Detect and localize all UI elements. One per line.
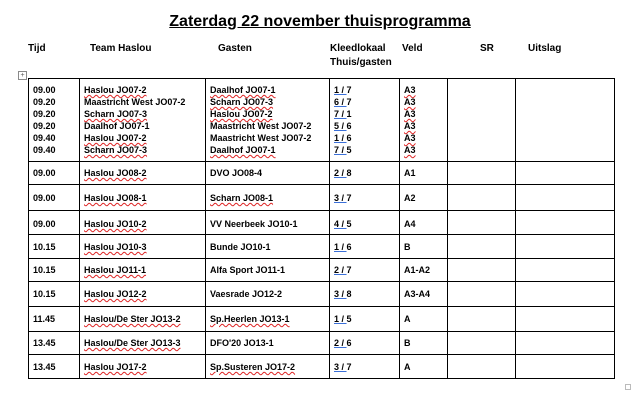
cell-team xyxy=(80,307,206,332)
kleedlokaal-thuis xyxy=(334,362,347,372)
kleedlokaal-value xyxy=(334,96,399,108)
cell-gasten xyxy=(206,235,330,259)
cell-gasten xyxy=(206,79,330,162)
table-move-handle-icon[interactable]: + xyxy=(18,71,27,80)
gasten-value xyxy=(210,108,329,120)
kleedlokaal-thuis-number: 2 xyxy=(334,338,340,348)
gasten-value xyxy=(210,241,329,253)
kleedlokaal-thuis-number: 2 xyxy=(334,168,340,178)
team-value-text: Haslou JO17-2 xyxy=(84,362,147,372)
cell-veld xyxy=(400,282,448,307)
cell-kleedlokaal xyxy=(330,355,400,379)
cell-team xyxy=(80,185,206,211)
gasten-value xyxy=(210,218,329,230)
table-row xyxy=(29,235,615,259)
kleedlokaal-thuis-number: 1 xyxy=(334,242,340,252)
veld-value-text: A1-A2 xyxy=(404,265,431,275)
gasten-value-text: Vaesrade JO12-2 xyxy=(210,289,283,299)
kleedlokaal-separator: / xyxy=(339,289,347,299)
veld-value xyxy=(404,288,447,300)
team-value-text: Daalhof JO07-1 xyxy=(84,121,150,131)
gasten-value-text: Scharn JO07-3 xyxy=(210,97,274,107)
kleedlokaal-value xyxy=(334,361,399,373)
tijd-value-text: 09.00 xyxy=(33,193,56,203)
kleedlokaal-separator: / xyxy=(339,193,347,203)
gasten-value-text: DVO JO08-4 xyxy=(210,168,263,178)
veld-value xyxy=(404,120,447,132)
kleedlokaal-separator: / xyxy=(339,145,347,155)
tijd-value xyxy=(33,241,79,253)
veld-value-text: A1 xyxy=(404,168,416,178)
cell-gasten xyxy=(206,259,330,282)
veld-value-text: A3 xyxy=(404,97,416,107)
header-kleedlokaal-sub: Thuis/gasten xyxy=(330,57,392,68)
kleedlokaal-value xyxy=(334,108,399,120)
cell-sr xyxy=(448,211,516,235)
tijd-value-text: 10.15 xyxy=(33,289,56,299)
table-row xyxy=(29,211,615,235)
tijd-value-text: 09.00 xyxy=(33,85,56,95)
veld-value-text: A3 xyxy=(404,121,416,131)
gasten-value-text: Maastricht West JO07-2 xyxy=(210,133,312,143)
kleedlokaal-thuis-number: 7 xyxy=(334,109,340,119)
veld-value xyxy=(404,144,447,156)
header-kleedlokaal xyxy=(330,42,392,70)
team-value xyxy=(84,288,205,300)
veld-value xyxy=(404,218,447,230)
cell-sr xyxy=(448,79,516,162)
gasten-value-text: VV Neerbeek JO10-1 xyxy=(210,219,298,229)
header-tijd: Tijd xyxy=(28,43,46,54)
cell-uitslag xyxy=(516,259,615,282)
kleedlokaal-separator: / xyxy=(339,121,347,131)
kleedlokaal-thuis xyxy=(334,85,347,95)
kleedlokaal-thuis xyxy=(334,242,347,252)
cell-gasten xyxy=(206,162,330,185)
gasten-value xyxy=(210,84,329,96)
tijd-value xyxy=(33,144,79,156)
cell-gasten xyxy=(206,211,330,235)
table-row xyxy=(29,307,615,332)
kleedlokaal-value xyxy=(334,218,399,230)
cell-veld xyxy=(400,235,448,259)
tijd-value xyxy=(33,288,79,300)
team-value xyxy=(84,96,205,108)
tijd-value xyxy=(33,120,79,132)
kleedlokaal-thuis-number: 4 xyxy=(334,219,340,229)
team-value xyxy=(84,313,205,325)
cell-uitslag xyxy=(516,185,615,211)
table-row xyxy=(29,332,615,355)
kleedlokaal-value xyxy=(334,264,399,276)
kleedlokaal-value xyxy=(334,192,399,204)
veld-value xyxy=(404,84,447,96)
cell-gasten xyxy=(206,332,330,355)
veld-value-text: B xyxy=(404,338,411,348)
tijd-value xyxy=(33,218,79,230)
kleedlokaal-gast-number: 6 xyxy=(346,121,352,131)
cell-veld xyxy=(400,211,448,235)
tijd-value xyxy=(33,361,79,373)
team-value-text: Haslou JO10-2 xyxy=(84,219,147,229)
kleedlokaal-value xyxy=(334,313,399,325)
kleedlokaal-thuis-number: 3 xyxy=(334,362,340,372)
table-resize-handle[interactable] xyxy=(625,384,631,390)
veld-value xyxy=(404,167,447,179)
kleedlokaal-gast-number: 7 xyxy=(346,362,352,372)
cell-tijd xyxy=(29,282,80,307)
kleedlokaal-value xyxy=(334,337,399,349)
team-value-text: Scharn JO07-3 xyxy=(84,109,148,119)
cell-uitslag xyxy=(516,211,615,235)
kleedlokaal-thuis-number: 2 xyxy=(334,265,340,275)
table-row xyxy=(29,355,615,379)
schedule-table xyxy=(28,78,615,379)
tijd-value xyxy=(33,167,79,179)
team-value xyxy=(84,337,205,349)
gasten-value-text: Daalhof JO07-1 xyxy=(210,85,276,95)
gasten-value xyxy=(210,288,329,300)
team-value xyxy=(84,264,205,276)
team-value xyxy=(84,144,205,156)
cell-uitslag xyxy=(516,162,615,185)
kleedlokaal-separator: / xyxy=(339,109,347,119)
cell-uitslag xyxy=(516,282,615,307)
kleedlokaal-thuis xyxy=(334,145,347,155)
veld-value xyxy=(404,241,447,253)
team-value xyxy=(84,108,205,120)
kleedlokaal-thuis-number: 1 xyxy=(334,85,340,95)
kleedlokaal-separator: / xyxy=(339,242,347,252)
kleedlokaal-separator: / xyxy=(339,265,347,275)
cell-team xyxy=(80,235,206,259)
veld-value-text: A xyxy=(404,314,411,324)
cell-veld xyxy=(400,355,448,379)
tijd-value xyxy=(33,337,79,349)
cell-tijd xyxy=(29,185,80,211)
team-value-text: Haslou JO08-1 xyxy=(84,193,147,203)
gasten-value-text: Sp.Heerlen JO13-1 xyxy=(210,314,290,324)
cell-team xyxy=(80,332,206,355)
kleedlokaal-thuis xyxy=(334,168,347,178)
kleedlokaal-gast-number: 8 xyxy=(346,168,352,178)
kleedlokaal-separator: / xyxy=(339,314,347,324)
veld-value-text: B xyxy=(404,242,411,252)
cell-veld xyxy=(400,185,448,211)
team-value-text: Haslou JO12-2 xyxy=(84,289,147,299)
team-value xyxy=(84,167,205,179)
kleedlokaal-separator: / xyxy=(339,168,347,178)
cell-uitslag xyxy=(516,79,615,162)
kleedlokaal-gast-number: 7 xyxy=(346,97,352,107)
team-value xyxy=(84,192,205,204)
cell-tijd xyxy=(29,211,80,235)
kleedlokaal-separator: / xyxy=(339,219,347,229)
kleedlokaal-thuis-number: 3 xyxy=(334,193,340,203)
cell-sr xyxy=(448,235,516,259)
gasten-value xyxy=(210,313,329,325)
cell-sr xyxy=(448,307,516,332)
gasten-value xyxy=(210,96,329,108)
cell-team xyxy=(80,282,206,307)
kleedlokaal-value xyxy=(334,120,399,132)
gasten-value xyxy=(210,132,329,144)
kleedlokaal-thuis xyxy=(334,133,347,143)
gasten-value xyxy=(210,264,329,276)
table-row xyxy=(29,282,615,307)
kleedlokaal-gast-number: 8 xyxy=(346,289,352,299)
tijd-value-text: 13.45 xyxy=(33,362,56,372)
kleedlokaal-thuis-number: 5 xyxy=(334,121,340,131)
tijd-value-text: 09.00 xyxy=(33,219,56,229)
header-team: Team Haslou xyxy=(90,43,152,54)
cell-team xyxy=(80,162,206,185)
kleedlokaal-gast-number: 7 xyxy=(346,265,352,275)
cell-tijd xyxy=(29,355,80,379)
team-value-text: Haslou JO11-1 xyxy=(84,265,147,275)
team-value-text: Haslou/De Ster JO13-2 xyxy=(84,314,181,324)
gasten-value-text: Scharn JO08-1 xyxy=(210,193,274,203)
veld-value xyxy=(404,264,447,276)
cell-sr xyxy=(448,259,516,282)
cell-uitslag xyxy=(516,332,615,355)
kleedlokaal-thuis xyxy=(334,193,347,203)
tijd-value xyxy=(33,313,79,325)
kleedlokaal-thuis xyxy=(334,219,347,229)
gasten-value xyxy=(210,120,329,132)
veld-value-text: A3 xyxy=(404,85,416,95)
cell-veld xyxy=(400,332,448,355)
header-gasten: Gasten xyxy=(218,43,252,54)
header-kleedlokaal-label: Kleedlokaal xyxy=(330,43,386,54)
team-value xyxy=(84,218,205,230)
cell-sr xyxy=(448,185,516,211)
table-row xyxy=(29,185,615,211)
cell-kleedlokaal xyxy=(330,282,400,307)
veld-value xyxy=(404,132,447,144)
cell-kleedlokaal xyxy=(330,332,400,355)
kleedlokaal-thuis xyxy=(334,109,347,119)
cell-tijd xyxy=(29,259,80,282)
tijd-value-text: 11.45 xyxy=(33,314,56,324)
tijd-value-text: 09.20 xyxy=(33,121,56,131)
veld-value-text: A2 xyxy=(404,193,416,203)
cell-veld xyxy=(400,79,448,162)
veld-value-text: A3 xyxy=(404,133,416,143)
kleedlokaal-separator: / xyxy=(339,97,347,107)
cell-kleedlokaal xyxy=(330,235,400,259)
tijd-value-text: 09.40 xyxy=(33,145,56,155)
header-uitslag: Uitslag xyxy=(528,43,562,54)
gasten-value-text: DFO'20 JO13-1 xyxy=(210,338,274,348)
tijd-value xyxy=(33,192,79,204)
cell-veld xyxy=(400,307,448,332)
team-value-text: Maastricht West JO07-2 xyxy=(84,97,186,107)
team-value xyxy=(84,84,205,96)
kleedlokaal-value xyxy=(334,132,399,144)
kleedlokaal-gast-number: 5 xyxy=(346,145,352,155)
tijd-value xyxy=(33,84,79,96)
veld-value-text: A3 xyxy=(404,145,416,155)
gasten-value-text: Sp.Susteren JO17-2 xyxy=(210,362,296,372)
kleedlokaal-thuis-number: 7 xyxy=(334,145,340,155)
kleedlokaal-gast-number: 5 xyxy=(346,314,352,324)
cell-gasten xyxy=(206,282,330,307)
cell-tijd xyxy=(29,307,80,332)
cell-gasten xyxy=(206,355,330,379)
cell-kleedlokaal xyxy=(330,307,400,332)
tijd-value-text: 10.15 xyxy=(33,265,56,275)
kleedlokaal-thuis xyxy=(334,314,347,324)
cell-uitslag xyxy=(516,307,615,332)
kleedlokaal-gast-number: 6 xyxy=(346,133,352,143)
veld-value xyxy=(404,313,447,325)
kleedlokaal-thuis xyxy=(334,121,347,131)
gasten-value xyxy=(210,144,329,156)
cell-sr xyxy=(448,162,516,185)
kleedlokaal-separator: / xyxy=(339,362,347,372)
kleedlokaal-gast-number: 6 xyxy=(346,338,352,348)
cell-kleedlokaal xyxy=(330,185,400,211)
kleedlokaal-thuis-number: 1 xyxy=(334,133,340,143)
table-row xyxy=(29,79,615,162)
kleedlokaal-gast-number: 5 xyxy=(346,219,352,229)
veld-value xyxy=(404,361,447,373)
cell-sr xyxy=(448,282,516,307)
cell-sr xyxy=(448,355,516,379)
team-value-text: Haslou JO10-3 xyxy=(84,242,147,252)
gasten-value-text: Maastricht West JO07-2 xyxy=(210,121,312,131)
kleedlokaal-thuis xyxy=(334,289,347,299)
tijd-value-text: 10.15 xyxy=(33,242,56,252)
cell-sr xyxy=(448,332,516,355)
kleedlokaal-separator: / xyxy=(339,338,347,348)
kleedlokaal-value xyxy=(334,144,399,156)
tijd-value-text: 09.00 xyxy=(33,168,56,178)
kleedlokaal-thuis-number: 3 xyxy=(334,289,340,299)
tijd-value xyxy=(33,96,79,108)
team-value xyxy=(84,132,205,144)
cell-uitslag xyxy=(516,235,615,259)
tijd-value-text: 09.20 xyxy=(33,97,56,107)
veld-value-text: A4 xyxy=(404,219,416,229)
cell-veld xyxy=(400,259,448,282)
gasten-value-text: Haslou JO07-2 xyxy=(210,109,273,119)
kleedlokaal-gast-number: 7 xyxy=(346,85,352,95)
cell-gasten xyxy=(206,307,330,332)
tijd-value-text: 09.40 xyxy=(33,133,56,143)
veld-value-text: A3-A4 xyxy=(404,289,431,299)
kleedlokaal-thuis xyxy=(334,97,347,107)
cell-tijd xyxy=(29,79,80,162)
veld-value xyxy=(404,108,447,120)
gasten-value xyxy=(210,337,329,349)
cell-team xyxy=(80,355,206,379)
header-veld: Veld xyxy=(402,43,423,54)
team-value-text: Haslou/De Ster JO13-3 xyxy=(84,338,181,348)
kleedlokaal-value xyxy=(334,84,399,96)
table-row xyxy=(29,259,615,282)
gasten-value xyxy=(210,167,329,179)
tijd-value-text: 09.20 xyxy=(33,109,56,119)
veld-value xyxy=(404,96,447,108)
tijd-value-text: 13.45 xyxy=(33,338,56,348)
header-sr: SR xyxy=(480,43,494,54)
cell-team xyxy=(80,211,206,235)
team-value xyxy=(84,361,205,373)
cell-tijd xyxy=(29,235,80,259)
cell-kleedlokaal xyxy=(330,259,400,282)
kleedlokaal-separator: / xyxy=(339,85,347,95)
kleedlokaal-thuis-number: 1 xyxy=(334,314,340,324)
cell-uitslag xyxy=(516,355,615,379)
cell-gasten xyxy=(206,185,330,211)
veld-value-text: A xyxy=(404,362,411,372)
kleedlokaal-thuis xyxy=(334,338,347,348)
team-value xyxy=(84,241,205,253)
veld-value xyxy=(404,192,447,204)
cell-tijd xyxy=(29,162,80,185)
gasten-value-text: Daalhof JO07-1 xyxy=(210,145,276,155)
team-value xyxy=(84,120,205,132)
kleedlokaal-gast-number: 1 xyxy=(346,109,352,119)
cell-kleedlokaal xyxy=(330,79,400,162)
cell-kleedlokaal xyxy=(330,162,400,185)
team-value-text: Scharn JO07-3 xyxy=(84,145,148,155)
kleedlokaal-gast-number: 7 xyxy=(346,193,352,203)
page-title: Zaterdag 22 november thuisprogramma xyxy=(169,13,471,30)
gasten-value-text: Alfa Sport JO11-1 xyxy=(210,265,286,275)
team-value-text: Haslou JO07-2 xyxy=(84,85,147,95)
kleedlokaal-thuis xyxy=(334,265,347,275)
tijd-value xyxy=(33,108,79,120)
kleedlokaal-value xyxy=(334,288,399,300)
cell-team xyxy=(80,259,206,282)
kleedlokaal-value xyxy=(334,167,399,179)
table-row xyxy=(29,162,615,185)
veld-value-text: A3 xyxy=(404,109,416,119)
cell-veld xyxy=(400,162,448,185)
gasten-value xyxy=(210,192,329,204)
kleedlokaal-separator: / xyxy=(339,133,347,143)
gasten-value xyxy=(210,361,329,373)
kleedlokaal-thuis-number: 6 xyxy=(334,97,340,107)
cell-tijd xyxy=(29,332,80,355)
kleedlokaal-value xyxy=(334,241,399,253)
cell-team xyxy=(80,79,206,162)
team-value-text: Haslou JO07-2 xyxy=(84,133,147,143)
gasten-value-text: Bunde JO10-1 xyxy=(210,242,271,252)
tijd-value xyxy=(33,264,79,276)
veld-value xyxy=(404,337,447,349)
kleedlokaal-gast-number: 6 xyxy=(346,242,352,252)
cell-kleedlokaal xyxy=(330,211,400,235)
tijd-value xyxy=(33,132,79,144)
team-value-text: Haslou JO08-2 xyxy=(84,168,147,178)
